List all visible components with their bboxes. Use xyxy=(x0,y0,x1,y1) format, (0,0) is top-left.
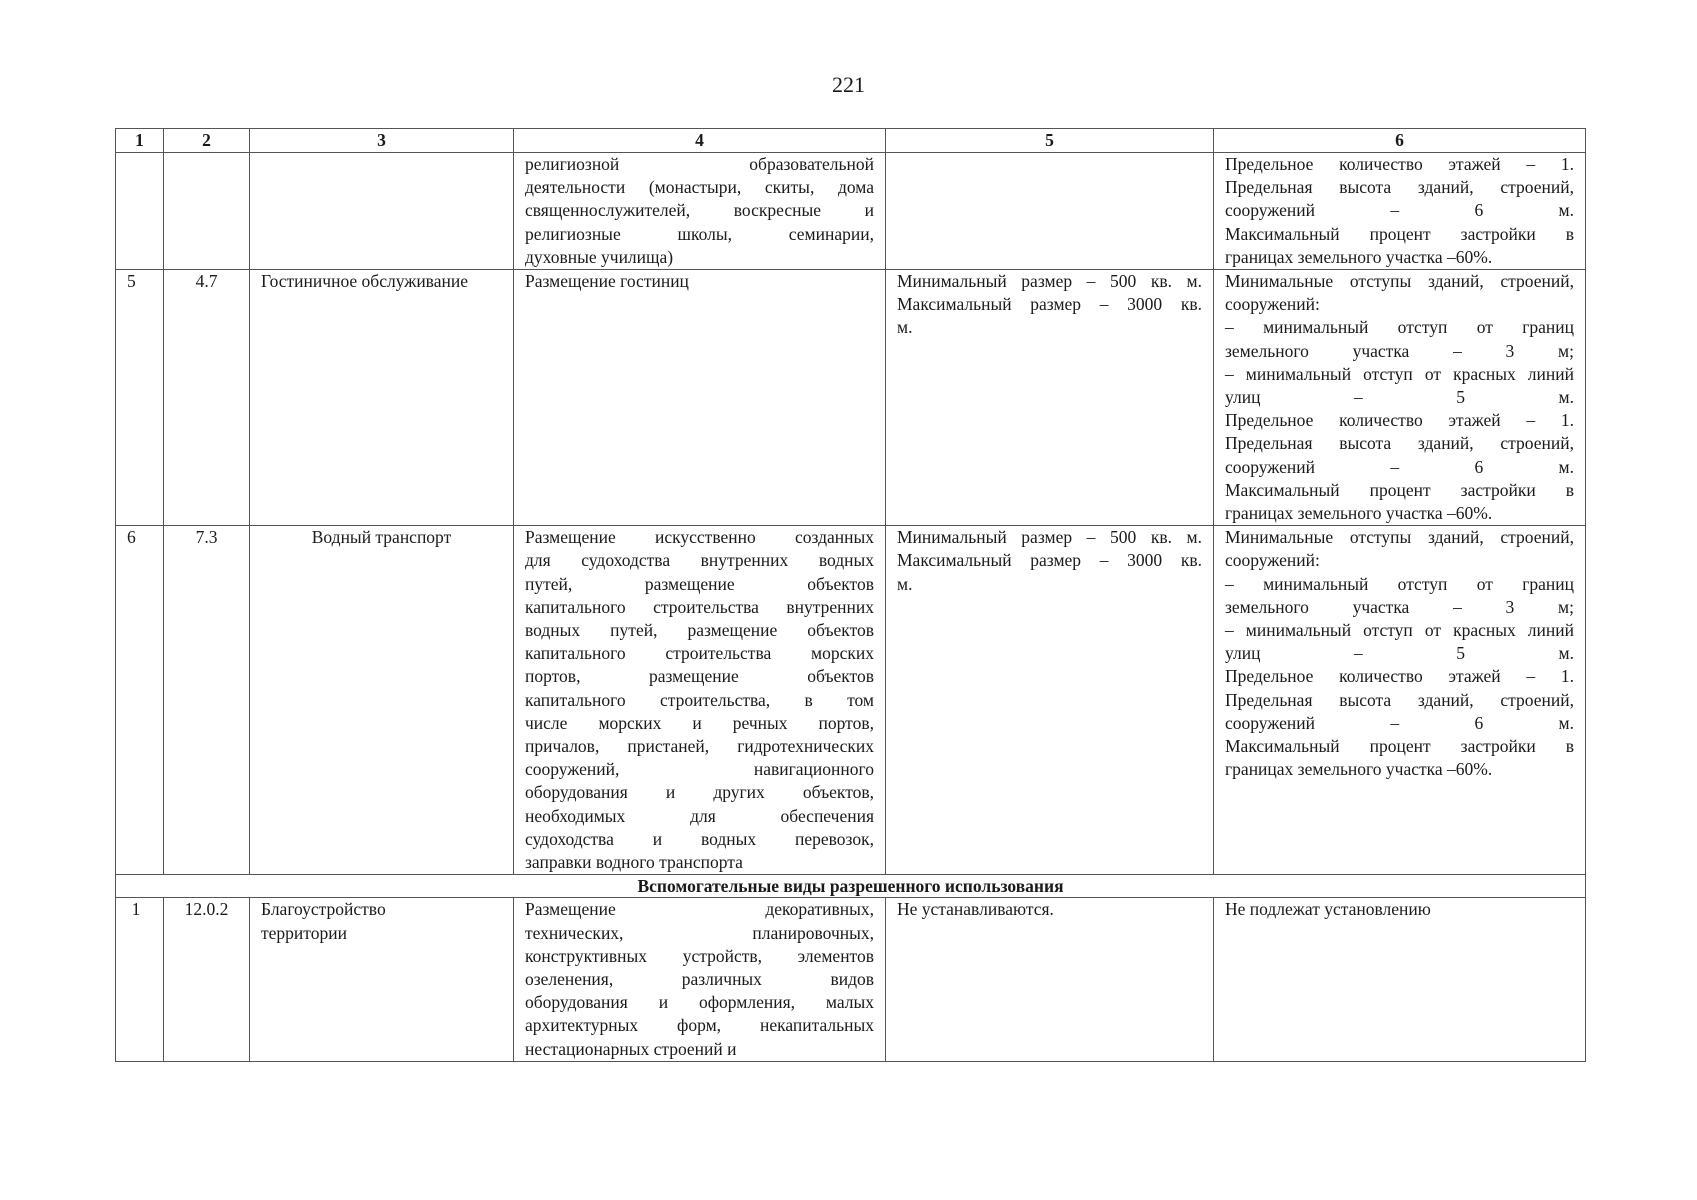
cell-description xyxy=(514,898,886,1061)
header-col-4: 4 xyxy=(514,129,886,153)
cell-text-line: Размещение декоративных, xyxy=(525,899,874,920)
cell-text-line: портов, размещение объектов xyxy=(525,666,874,687)
cell-use-name xyxy=(250,898,514,1061)
cell-use-name: Гостиничное обслуживание xyxy=(250,270,514,526)
table-row-hotel xyxy=(116,270,1586,526)
cell-text-line: Максимальный процент застройки в xyxy=(1225,479,1574,500)
header-col-2: 2 xyxy=(164,129,250,153)
cell-text-line: Не устанавливаются. xyxy=(897,899,1054,920)
cell-text-line: Минимальный размер – 500 кв. м. xyxy=(897,271,1202,292)
cell-parameters xyxy=(1214,153,1586,270)
cell-text-line: – минимальный отступ от границ xyxy=(1225,317,1574,338)
cell-number: 1 xyxy=(116,898,164,1061)
cell-plot-size xyxy=(886,270,1214,526)
cell-code xyxy=(164,153,250,270)
cell-parameters xyxy=(1214,898,1586,1061)
cell-text-line: нестационарных строений и xyxy=(525,1038,737,1059)
section-heading-row xyxy=(116,875,1586,898)
cell-use-name: Водный транспорт xyxy=(250,526,514,875)
cell-description xyxy=(514,526,886,875)
cell-code: 4.7 xyxy=(164,270,250,526)
cell-text-line: для судоходства внутренних водных xyxy=(525,550,874,571)
cell-text-line: Предельное количество этажей – 1. xyxy=(1225,154,1574,174)
cell-number xyxy=(116,153,164,270)
cell-text-line: путей, размещение объектов xyxy=(525,573,874,594)
cell-text-line: – минимальный отступ от границ xyxy=(1225,573,1574,594)
cell-text-line: Предельная высота зданий, строений, xyxy=(1225,177,1574,198)
cell-text-line: Не подлежат установлению xyxy=(1225,899,1431,920)
cell-text-line: деятельности (монастыри, скиты, дома xyxy=(525,177,874,198)
cell-text-line: оборудования и оформления, малых xyxy=(525,992,874,1013)
cell-parameters xyxy=(1214,270,1586,526)
cell-text-line: – минимальный отступ от красных линий xyxy=(1225,620,1574,641)
cell-text-line: духовные училища) xyxy=(525,246,674,267)
cell-text-line: земельного участка – 3 м; xyxy=(1225,340,1574,361)
cell-text-line: – минимальный отступ от красных линий xyxy=(1225,363,1574,384)
cell-text-line: сооружений: xyxy=(1225,550,1320,571)
cell-description xyxy=(514,270,886,526)
cell-text-line: технических, планировочных, xyxy=(525,922,874,943)
cell-number: 5 xyxy=(116,270,164,526)
cell-text-line: улиц – 5 м. xyxy=(1225,643,1574,664)
cell-text-line: земельного участка – 3 м; xyxy=(1225,596,1574,617)
cell-text-line: Минимальный размер – 500 кв. м. xyxy=(897,527,1202,548)
cell-text-line: м. xyxy=(897,317,913,338)
cell-text-line: Благоустройство xyxy=(261,899,386,920)
header-col-1: 1 xyxy=(116,129,164,153)
cell-text-line: сооружений: xyxy=(1225,294,1320,315)
header-col-5: 5 xyxy=(886,129,1214,153)
table-row-landscaping xyxy=(116,898,1586,1061)
cell-text-line: Предельное количество этажей – 1. xyxy=(1225,666,1574,687)
table-row-continuation xyxy=(116,153,1586,270)
table-row-water-transport xyxy=(116,526,1586,875)
cell-text-line: Предельное количество этажей – 1. xyxy=(1225,410,1574,431)
cell-text-line: Предельная высота зданий, строений, xyxy=(1225,689,1574,710)
header-row xyxy=(116,129,1586,153)
cell-text-line: сооружений – 6 м. xyxy=(1225,456,1574,477)
cell-text-line: Минимальные отступы зданий, строений, xyxy=(1225,271,1574,292)
cell-text-line: границах земельного участка –60%. xyxy=(1225,503,1493,524)
cell-text-line: сооружений, навигационного xyxy=(525,759,874,780)
cell-text-line: территории xyxy=(261,922,347,943)
cell-text-line: Максимальный размер – 3000 кв. xyxy=(897,550,1202,571)
cell-text-line: числе морских и речных портов, xyxy=(525,712,874,733)
cell-text-line: м. xyxy=(897,573,913,594)
cell-text-line: улиц – 5 м. xyxy=(1225,387,1574,408)
cell-text-line: Размещение гостиниц xyxy=(525,271,689,292)
section-title: Вспомогательные виды разрешенного использования xyxy=(116,875,1586,898)
cell-text-line: религиозные школы, семинарии, xyxy=(525,223,874,244)
cell-text-line: границах земельного участка –60%. xyxy=(1225,246,1493,267)
cell-code: 7.3 xyxy=(164,526,250,875)
cell-plot-size xyxy=(886,153,1214,270)
cell-number: 6 xyxy=(116,526,164,875)
cell-text-line: капитального строительства морских xyxy=(525,643,874,664)
cell-plot-size xyxy=(886,898,1214,1061)
cell-text-line: Предельная высота зданий, строений, xyxy=(1225,433,1574,454)
header-col-3: 3 xyxy=(250,129,514,153)
cell-text-line: капитального строительства, в том xyxy=(525,689,874,710)
cell-plot-size xyxy=(886,526,1214,875)
cell-text-line: сооружений – 6 м. xyxy=(1225,712,1574,733)
cell-use-name xyxy=(250,153,514,270)
cell-text-line: Максимальный размер – 3000 кв. xyxy=(897,294,1202,315)
cell-text-line: сооружений – 6 м. xyxy=(1225,200,1574,221)
cell-text-line: Максимальный процент застройки в xyxy=(1225,736,1574,757)
page-number: 221 xyxy=(832,72,865,97)
cell-text-line: причалов, пристаней, гидротехнических xyxy=(525,736,874,757)
cell-text-line: священнослужителей, воскресные и xyxy=(525,200,874,221)
cell-text-line: судоходства и водных перевозок, xyxy=(525,828,874,849)
cell-description xyxy=(514,153,886,270)
cell-parameters xyxy=(1214,526,1586,875)
cell-text-line: архитектурных форм, некапитальных xyxy=(525,1015,874,1036)
cell-text-line: озеленения, различных видов xyxy=(525,968,874,989)
zoning-table xyxy=(115,128,1586,1062)
cell-text-line: границах земельного участка –60%. xyxy=(1225,759,1493,780)
cell-text-line: заправки водного транспорта xyxy=(525,852,743,873)
cell-code: 12.0.2 xyxy=(164,898,250,1061)
cell-text-line: водных путей, размещение объектов xyxy=(525,620,874,641)
header-col-6: 6 xyxy=(1214,129,1586,153)
cell-text-line: оборудования и других объектов, xyxy=(525,782,874,803)
cell-text-line: капитального строительства внутренних xyxy=(525,596,874,617)
cell-text-line: Максимальный процент застройки в xyxy=(1225,223,1574,244)
cell-text-line: религиозной образовательной xyxy=(525,154,874,174)
cell-text-line: Минимальные отступы зданий, строений, xyxy=(1225,527,1574,548)
cell-text-line: необходимых для обеспечения xyxy=(525,805,874,826)
cell-text-line: Размещение искусственно созданных xyxy=(525,527,874,548)
cell-text-line: конструктивных устройств, элементов xyxy=(525,945,874,966)
